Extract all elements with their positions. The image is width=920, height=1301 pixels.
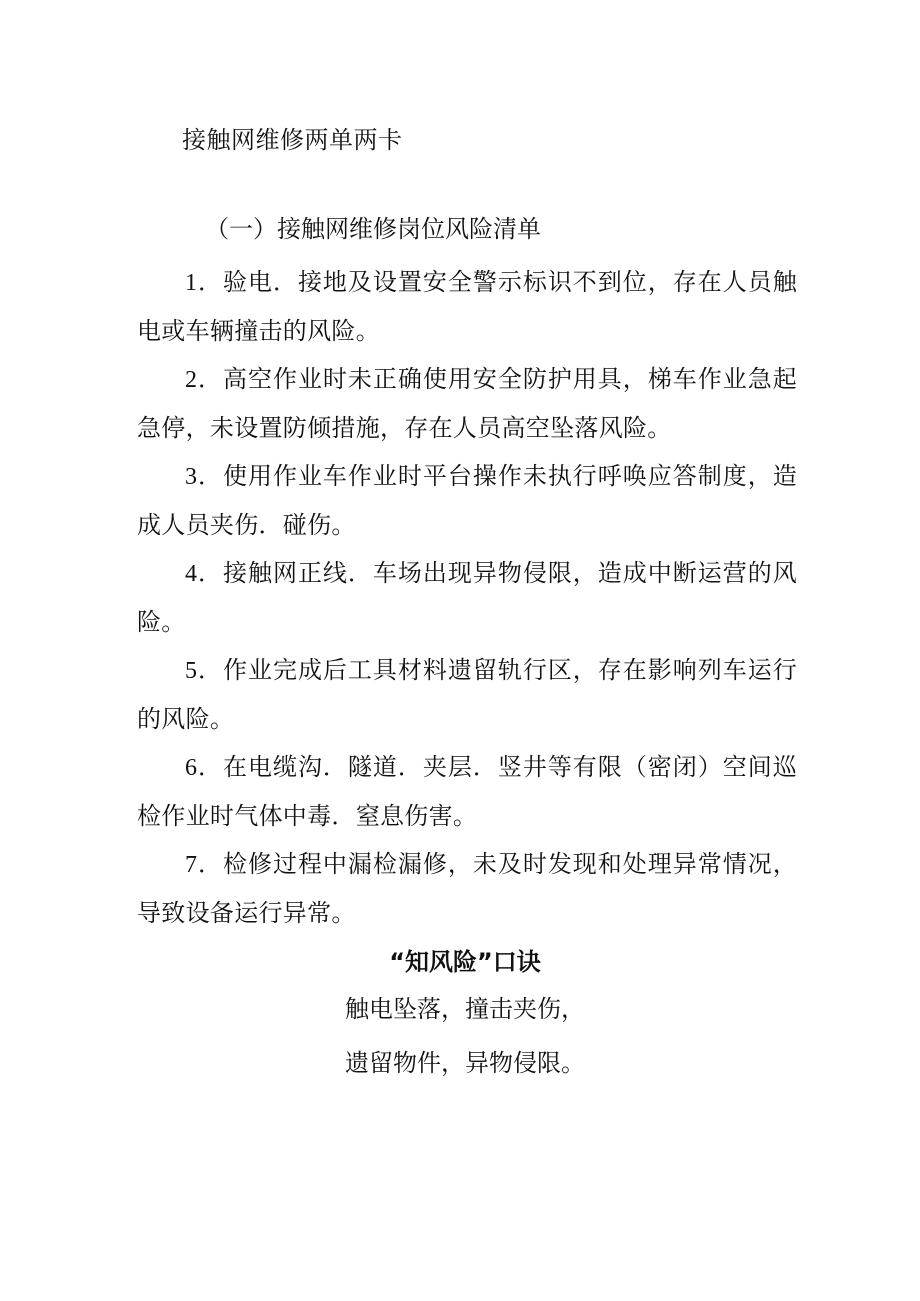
item-text: ．在电缆沟．隧道．夹层．竖井等有限（密闭）空间巡检作业时气体中毒．窒息伤害。 (137, 753, 797, 830)
item-number: 7 (185, 852, 198, 878)
slogan-line: 遗留物件，异物侵限。 (345, 1049, 585, 1077)
list-item (137, 840, 797, 937)
section-heading: （一）接触网维修岗位风险清单 (205, 215, 541, 243)
risk-list (137, 258, 797, 937)
item-text: ．验电．接地及设置安全警示标识不到位，存在人员触电或车辆撞击的风险。 (137, 268, 797, 345)
item-number: 5 (185, 658, 198, 684)
item-text: ．接触网正线．车场出现异物侵限，造成中断运营的风险。 (137, 559, 797, 636)
slogan-title: “知风险”口诀 (389, 948, 541, 976)
list-item (137, 646, 797, 743)
item-text: ．作业完成后工具材料遗留轨行区，存在影响列车运行的风险。 (137, 656, 797, 733)
list-item (137, 258, 797, 355)
item-number: 4 (185, 561, 198, 587)
list-item (137, 452, 797, 549)
item-number: 6 (185, 755, 198, 781)
item-number: 1 (185, 270, 198, 296)
item-number: 3 (185, 464, 198, 490)
list-item (137, 743, 797, 840)
slogan-line: 触电坠落，撞击夹伤， (345, 995, 585, 1023)
item-number: 2 (185, 367, 198, 393)
list-item (137, 549, 797, 646)
item-text: ．检修过程中漏检漏修，未及时发现和处理异常情况，导致设备运行异常。 (137, 850, 797, 927)
item-text: ．高空作业时未正确使用安全防护用具，梯车作业急起急停，未设置防倾措施，存在人员高空坠落风险。 (137, 365, 797, 442)
item-text: ．使用作业车作业时平台操作未执行呼唤应答制度，造成人员夹伤．碰伤。 (137, 462, 797, 539)
slogan-block (0, 942, 920, 1090)
list-item (137, 355, 797, 452)
document-title: 接触网维修两单两卡 (182, 126, 403, 154)
